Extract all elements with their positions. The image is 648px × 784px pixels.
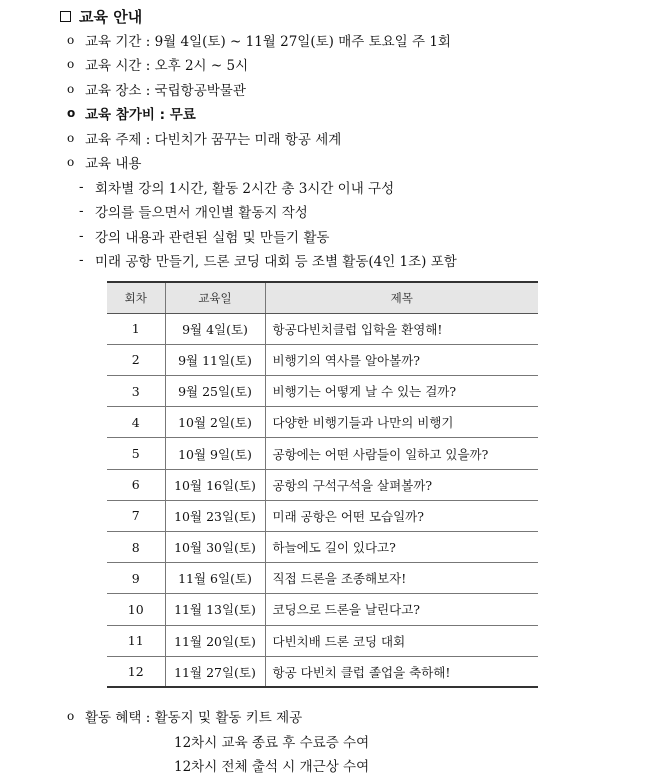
bullet-circle-icon: o: [67, 57, 75, 71]
header-title: 제목: [265, 282, 538, 313]
table-row: [107, 656, 538, 687]
bullet-circle-icon: o: [67, 106, 76, 120]
cell-date: 11월 20일(토): [165, 625, 265, 656]
bullet-topic: [67, 126, 341, 150]
cell-title: 비행기는 어떻게 날 수 있는 걸까?: [265, 376, 538, 407]
cell-date: 10월 23일(토): [165, 500, 265, 531]
cell-date: 11월 27일(토): [165, 656, 265, 687]
content-item: [79, 175, 394, 199]
cell-title: 항공다빈치클럽 입학을 환영해!: [265, 313, 538, 344]
schedule-table: [107, 281, 538, 688]
content-item: [79, 199, 308, 223]
bullet-benefits: [67, 704, 302, 728]
bullet-circle-icon: o: [67, 709, 75, 723]
cell-session: 9: [107, 563, 165, 594]
bullet-circle-icon: o: [67, 33, 75, 47]
checkbox-square-icon: [60, 11, 71, 22]
dash-mark: -: [79, 203, 84, 219]
cell-title: 다양한 비행기들과 나만의 비행기: [265, 407, 538, 438]
table-row: [107, 438, 538, 469]
cell-title: 비행기의 역사를 알아볼까?: [265, 344, 538, 375]
cell-session: 5: [107, 438, 165, 469]
cell-session: 8: [107, 532, 165, 563]
section-title-text: 교육 안내: [79, 7, 143, 26]
header-date: 교육일: [165, 282, 265, 313]
table-row: [107, 344, 538, 375]
content-item: [79, 224, 329, 248]
table-row: [107, 532, 538, 563]
table-row: [107, 376, 538, 407]
cell-title: 항공 다빈치 클럽 졸업을 축하해!: [265, 656, 538, 687]
table-row: [107, 469, 538, 500]
cell-session: 10: [107, 594, 165, 625]
bullet-location: [67, 77, 246, 101]
bullet-content: [67, 150, 141, 174]
bullet-text: 교육 시간 : 오후 2시 ~ 5시: [85, 58, 249, 74]
cell-session: 11: [107, 625, 165, 656]
bullet-circle-icon: o: [67, 82, 75, 96]
content-item-text: 미래 공항 만들기, 드론 코딩 대회 등 조별 활동(4인 1조) 포함: [95, 254, 457, 270]
bullet-text: 교육 장소 : 국립항공박물관: [85, 83, 246, 99]
dash-mark: -: [79, 228, 84, 244]
bullet-period: [67, 28, 451, 52]
table-row: [107, 594, 538, 625]
cell-session: 3: [107, 376, 165, 407]
bullet-time: [67, 52, 248, 76]
cell-date: 10월 16일(토): [165, 469, 265, 500]
bullet-text: 교육 내용: [85, 156, 142, 172]
cell-title: 다빈치배 드론 코딩 대회: [265, 625, 538, 656]
table-row: [107, 563, 538, 594]
cell-date: 11월 6일(토): [165, 563, 265, 594]
header-session: 회차: [107, 282, 165, 313]
cell-date: 9월 4일(토): [165, 313, 265, 344]
cell-title: 공항에는 어떤 사람들이 일하고 있을까?: [265, 438, 538, 469]
cell-date: 11월 13일(토): [165, 594, 265, 625]
bullet-circle-icon: o: [67, 155, 75, 169]
cell-date: 9월 11일(토): [165, 344, 265, 375]
cell-date: 10월 2일(토): [165, 407, 265, 438]
cell-title: 코딩으로 드론을 날린다고?: [265, 594, 538, 625]
cell-title: 공항의 구석구석을 살펴볼까?: [265, 469, 538, 500]
table-row: [107, 625, 538, 656]
bullet-circle-icon: o: [67, 131, 75, 145]
cell-session: 2: [107, 344, 165, 375]
table-row: [107, 500, 538, 531]
content-item-text: 회차별 강의 1시간, 활동 2시간 총 3시간 이내 구성: [95, 181, 395, 197]
benefit-line-text: 12차시 교육 종료 후 수료증 수여: [174, 735, 370, 751]
bullet-text: 교육 기간 : 9월 4일(토) ~ 11월 27일(토) 매주 토요일 주 1회: [85, 34, 451, 50]
section-title: [60, 4, 142, 28]
cell-session: 4: [107, 407, 165, 438]
dash-mark: -: [79, 179, 84, 195]
cell-title: 미래 공항은 어떤 모습일까?: [265, 500, 538, 531]
table-row: [107, 313, 538, 344]
content-item-text: 강의를 들으면서 개인별 활동지 작성: [95, 205, 308, 221]
bullet-text: 교육 참가비 : 무료: [85, 107, 196, 123]
table-row: [107, 407, 538, 438]
cell-date: 10월 30일(토): [165, 532, 265, 563]
cell-session: 1: [107, 313, 165, 344]
bullet-text: 교육 주제 : 다빈치가 꿈꾸는 미래 항공 세계: [85, 132, 342, 148]
cell-session: 6: [107, 469, 165, 500]
bullet-fee: [67, 101, 196, 125]
benefits-label: 활동 혜택 : 활동지 및 활동 키트 제공: [85, 710, 303, 726]
benefit-line: [174, 753, 369, 777]
content-item-text: 강의 내용과 관련된 실험 및 만들기 활동: [95, 230, 330, 246]
benefit-line-text: 12차시 전체 출석 시 개근상 수여: [174, 759, 370, 775]
table-header-row: [107, 282, 538, 313]
cell-date: 10월 9일(토): [165, 438, 265, 469]
cell-date: 9월 25일(토): [165, 376, 265, 407]
cell-session: 7: [107, 500, 165, 531]
cell-title: 하늘에도 길이 있다고?: [265, 532, 538, 563]
benefit-line: [174, 729, 369, 753]
cell-session: 12: [107, 656, 165, 687]
cell-title: 직접 드론을 조종해보자!: [265, 563, 538, 594]
content-item: [79, 248, 457, 272]
dash-mark: -: [79, 252, 84, 268]
